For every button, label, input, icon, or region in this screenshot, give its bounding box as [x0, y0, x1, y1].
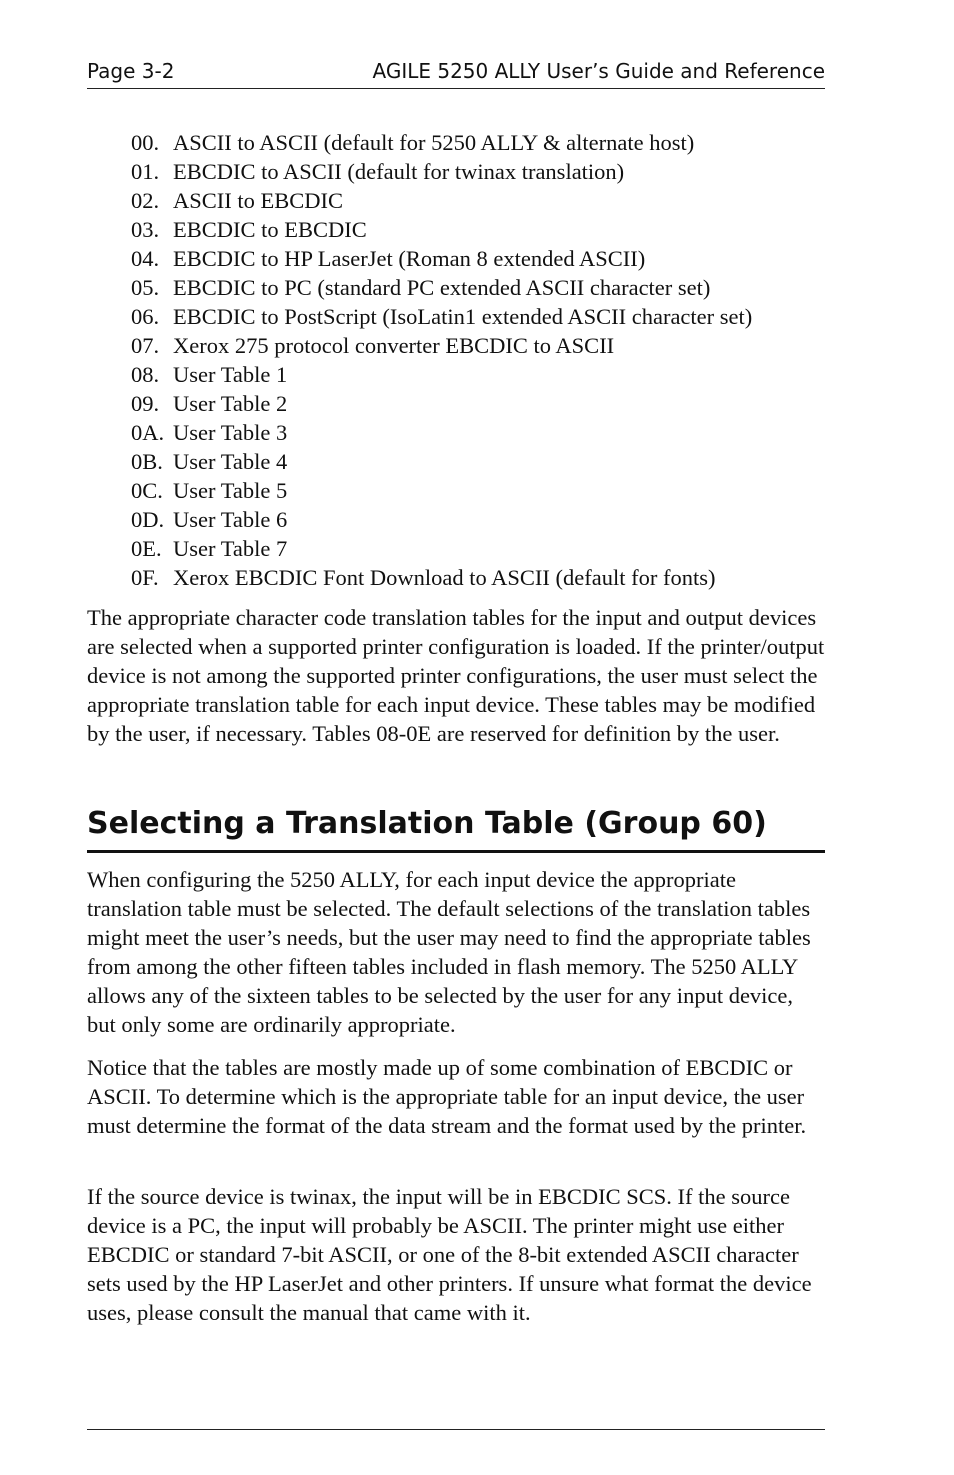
translation-table-list [131, 128, 825, 592]
list-item [131, 244, 825, 273]
table-description: EBCDIC to PC (standard PC extended ASCII character set) [173, 275, 711, 300]
page-header [87, 57, 825, 89]
list-item [131, 331, 825, 360]
table-code: 08. [131, 362, 160, 387]
table-description: User Table 6 [173, 507, 288, 532]
table-code: 02. [131, 188, 160, 213]
list-item [131, 534, 825, 563]
table-description: User Table 7 [173, 536, 288, 561]
list-item [131, 418, 825, 447]
list-item [131, 505, 825, 534]
table-description: EBCDIC to ASCII (default for twinax translation) [173, 159, 625, 184]
list-item [131, 186, 825, 215]
table-description: ASCII to ASCII (default for 5250 ALLY & alternate host) [173, 130, 695, 155]
list-item [131, 389, 825, 418]
table-description: Xerox EBCDIC Font Download to ASCII (default for fonts) [173, 565, 716, 590]
table-code: 0E. [131, 536, 162, 561]
list-item [131, 447, 825, 476]
list-item [131, 273, 825, 302]
section-heading: Selecting a Translation Table (Group 60) [87, 804, 825, 853]
table-description: User Table 2 [173, 391, 288, 416]
table-description: User Table 1 [173, 362, 288, 387]
table-code: 03. [131, 217, 160, 242]
table-code: 04. [131, 246, 160, 271]
table-description: EBCDIC to EBCDIC [173, 217, 367, 242]
list-item [131, 476, 825, 505]
list-item [131, 157, 825, 186]
table-code: 05. [131, 275, 160, 300]
body-paragraph: When configuring the 5250 ALLY, for each input device the appropriate translation table must be selected. The default selections of the translation tables might meet the user’s needs, but the user may need to find the appropriate tables from among the other fifteen tables included in flash memory. The 5250 ALLY allows any of the sixteen tables to be selected by the user for any input device, but only some are ordinarily appropriate. [87, 867, 811, 1037]
table-description: User Table 4 [173, 449, 288, 474]
list-item [131, 128, 825, 157]
body-paragraph: If the source device is twinax, the input will be in EBCDIC SCS. If the source device is a PC, the input will probably be ASCII. The printer might use either EBCDIC or standard 7-bit ASCII, or one of the 8-bit extended ASCII character sets used by the HP LaserJet and other printers. If unsure what format the device uses, please consult the manual that came with it. [87, 1184, 812, 1325]
table-code: 09. [131, 391, 160, 416]
table-description: User Table 3 [173, 420, 288, 445]
list-item [131, 563, 825, 592]
table-code: 00. [131, 130, 160, 155]
table-code: 0A. [131, 420, 165, 445]
list-item [131, 215, 825, 244]
table-code: 0C. [131, 478, 163, 503]
table-description: User Table 5 [173, 478, 288, 503]
running-title: AGILE 5250 ALLY User’s Guide and Reference [372, 59, 825, 83]
table-description: EBCDIC to HP LaserJet (Roman 8 extended ASCII) [173, 246, 646, 271]
table-code: 0D. [131, 507, 165, 532]
table-code: 0F. [131, 565, 159, 590]
table-code: 06. [131, 304, 160, 329]
table-description: EBCDIC to PostScript (IsoLatin1 extended ASCII character set) [173, 304, 753, 329]
table-code: 01. [131, 159, 160, 184]
footer-rule [87, 1429, 825, 1430]
table-description: ASCII to EBCDIC [173, 188, 344, 213]
table-code: 0B. [131, 449, 163, 474]
body-paragraph: Notice that the tables are mostly made up of some combination of EBCDIC or ASCII. To determine which is the appropriate table for an input device, the user must determine the format of the data stream and the format used by the printer. [87, 1055, 807, 1138]
table-description: Xerox 275 protocol converter EBCDIC to ASCII [173, 333, 615, 358]
list-item [131, 360, 825, 389]
intro-paragraph: The appropriate character code translation tables for the input and output devices are selected when a supported printer configuration is loaded. If the printer/output device is not among the supported printer configurations, the user must select the appropriate translation table for each input device. These tables may be modified by the user, if necessary. Tables 08-0E are reserved for definition by the user. [87, 605, 825, 746]
table-code: 07. [131, 333, 160, 358]
page-number: Page 3-2 [87, 59, 175, 83]
list-item [131, 302, 825, 331]
